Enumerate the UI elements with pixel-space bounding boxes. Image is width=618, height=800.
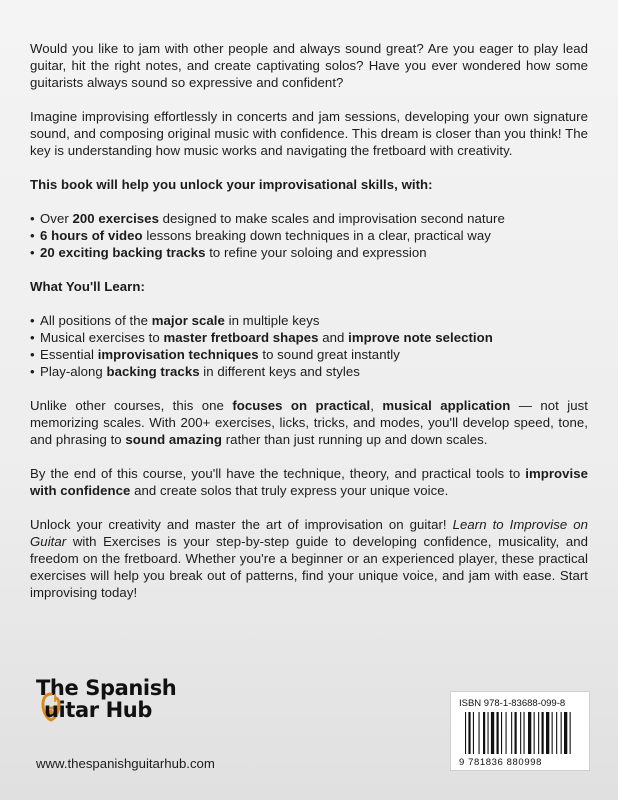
isbn-barcode <box>450 691 590 771</box>
list-item: • 20 exciting backing tracks to refine your soloing and expression <box>30 244 588 261</box>
list-item: • Essential improvisation techniques to sound great instantly <box>30 346 588 363</box>
closing-paragraph: Unlock your creativity and master the art of improvisation on guitar! Learn to Improvise on Guitar with Exercises is your step-by-step guide to developing confidence, musicality, and freedom on the fretboard. Whether you're a beginner or an experienced player, these practical exercises will help you break out of patterns, find your unique voice, and jam with ease. Start improvising today! <box>30 517 588 600</box>
skills-heading: This book will help you unlock your improvisational skills, with: <box>30 177 433 192</box>
end-paragraph: By the end of this course, you'll have the technique, theory, and practical tools to improvise with confidence and create solos that truly express your unique voice. <box>30 466 588 498</box>
intro-paragraph-2: Imagine improvising effortlessly in concerts and jam sessions, developing your own signature sound, and composing original music with confidence. This dream is closer than you think! The key is understanding how music works and navigating the fretboard with creativity. <box>30 109 588 158</box>
list-item: • 6 hours of video lessons breaking down techniques in a clear, practical way <box>30 227 588 244</box>
logo-line-1: The Spanish <box>36 676 177 700</box>
skills-list <box>30 210 588 261</box>
unlike-paragraph: Unlike other courses, this one focuses on practical, musical application — not just memorizing scales. With 200+ exercises, licks, tricks, and modes, you'll develop speed, tone, and phrasing to sound amazing rather than just running up and down scales. <box>30 398 588 447</box>
barcode-number: 9 781836 880998 <box>459 757 542 768</box>
learn-list <box>30 312 588 380</box>
learn-heading: What You'll Learn: <box>30 279 145 294</box>
list-item: • Play-along backing tracks in different keys and styles <box>30 363 588 380</box>
list-item: • Over 200 exercises designed to make scales and improvisation second nature <box>30 210 588 227</box>
list-item: • All positions of the major scale in multiple keys <box>30 312 588 329</box>
isbn-text: ISBN 978-1-83688-099-8 <box>459 698 566 709</box>
logo-line-2: uitar Hub <box>44 698 152 722</box>
list-item: • Musical exercises to master fretboard shapes and improve note selection <box>30 329 588 346</box>
barcode-icon <box>461 712 581 756</box>
spanish-guitar-hub-logo <box>36 672 236 722</box>
description <box>30 40 588 601</box>
website-url: www.thespanishguitarhub.com <box>36 756 215 771</box>
intro-paragraph-1: Would you like to jam with other people and always sound great? Are you eager to play lead guitar, hit the right notes, and create captivating solos? Have you ever wondered how some guitarists always sound so expressive and confident? <box>30 41 588 90</box>
